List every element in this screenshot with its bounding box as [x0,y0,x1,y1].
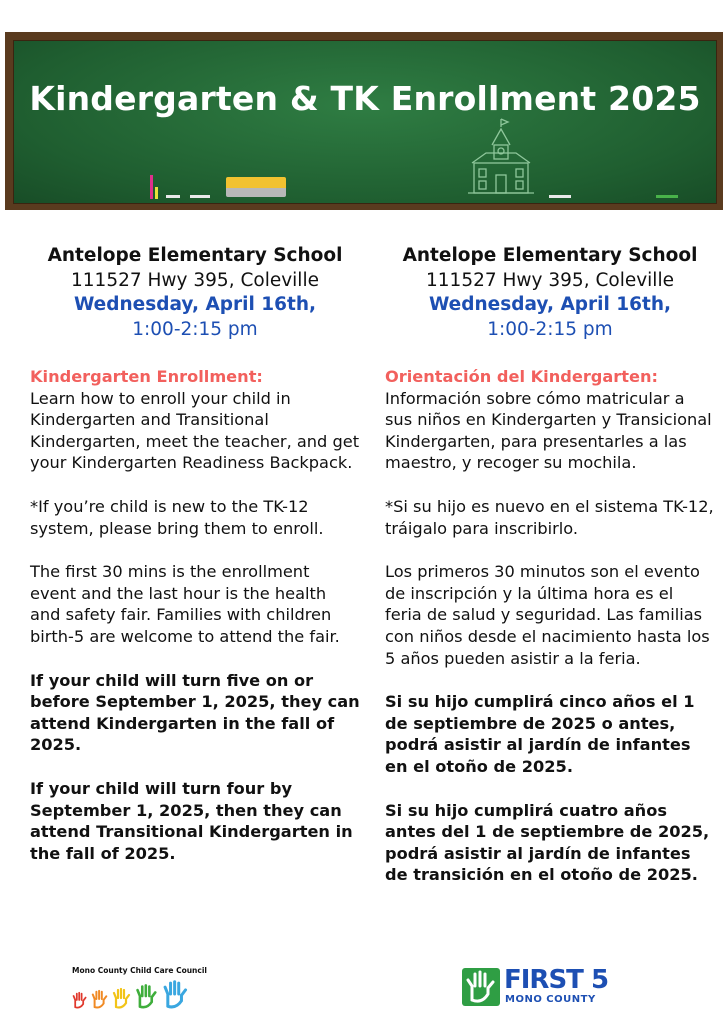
paragraph-tk-eligibility: Si su hijo cumplirá cuatro años antes del 1 de septiembre de 2025, podrá asistir al jardín de infantes de transición en el otoño de 2025. [385,800,710,885]
school-address: 111527 Hwy 395, Coleville [71,269,319,291]
event-date: Wednesday, April 16th, [428,294,672,315]
section-title: Kindergarten Enrollment: [30,367,263,386]
school-address: 111527 Hwy 395, Coleville [426,269,674,291]
event-time: 1:00-2:15 pm [132,318,258,340]
paragraph-schedule: Los primeros 30 minutos son el evento de inscripción y la última hora es el feria de salud y seguridad. Las familias con niños desde el nacimiento hasta los 5 años pueden asistir a la feria. [385,562,710,668]
spanish-column [385,244,715,886]
chalkboard-banner [5,32,723,210]
event-time: 1:00-2:15 pm [487,318,613,340]
chalk-icon [150,175,153,199]
paragraph-new-student: *If you’re child is new to the TK-12 system, please bring them to enroll. [30,496,324,538]
paragraph-schedule: The first 30 mins is the enrollment event and the last hour is the health and safety fair. Families with children birth-5 are welcome to attend the fair. [30,562,340,646]
first5-title: FIRST 5 [504,965,609,995]
hand-icon [112,987,132,1009]
mono-council-logo [72,966,232,1009]
eraser-icon [226,177,286,197]
chalk-icon [155,187,158,199]
first5-logo [462,966,612,1008]
paragraph-intro: Learn how to enroll your child in Kindergarten and Transitional Kindergarten, meet the teacher, and get your Kindergarten Readiness Backpack. [30,388,360,473]
event-header [385,244,715,342]
hand-icon [162,979,190,1009]
hands-row [72,979,232,1009]
english-column [30,244,360,864]
paragraph-intro: Información sobre cómo matricular a sus niños en Kindergarten y Transicional Kindergarten, para presentarles a las maestro, y recoger su mochila. [385,388,712,473]
paragraph-new-student: *Si su hijo es nuevo en el sistema TK-12, tráigalo para inscribirlo. [385,496,714,538]
first5-hand-icon [462,968,500,1006]
council-name: Mono County Child Care Council [72,966,207,975]
first5-county: MONO COUNTY [505,994,596,1005]
hand-icon [72,991,88,1009]
chalk-icon [166,195,180,198]
page-title: Kindergarten & TK Enrollment 2025 [29,79,701,118]
chalk-icon [190,195,210,198]
hand-icon [91,989,109,1009]
chalkboard-surface [13,40,717,204]
hand-icon [135,983,159,1009]
paragraph-tk-eligibility: If your child will turn four by September 1, 2025, then they can attend Transitional Kindergarten in the fall of 2025. [30,778,353,863]
chalk-icon [549,195,571,198]
event-header [30,244,360,342]
paragraph-kindergarten-eligibility: Si su hijo cumplirá cinco años el 1 de septiembre de 2025 o antes, podrá asistir al jardín de infantes en el otoño de 2025. [385,692,695,776]
chalk-icon [656,195,678,198]
school-name: Antelope Elementary School [402,245,698,266]
section-title: Orientación del Kindergarten: [385,367,659,386]
event-date: Wednesday, April 16th, [73,294,317,315]
paragraph-kindergarten-eligibility: If your child will turn five on or before September 1, 2025, they can attend Kindergarten in the fall of 2025. [30,670,360,755]
school-icon [466,117,536,197]
school-name: Antelope Elementary School [47,245,343,266]
